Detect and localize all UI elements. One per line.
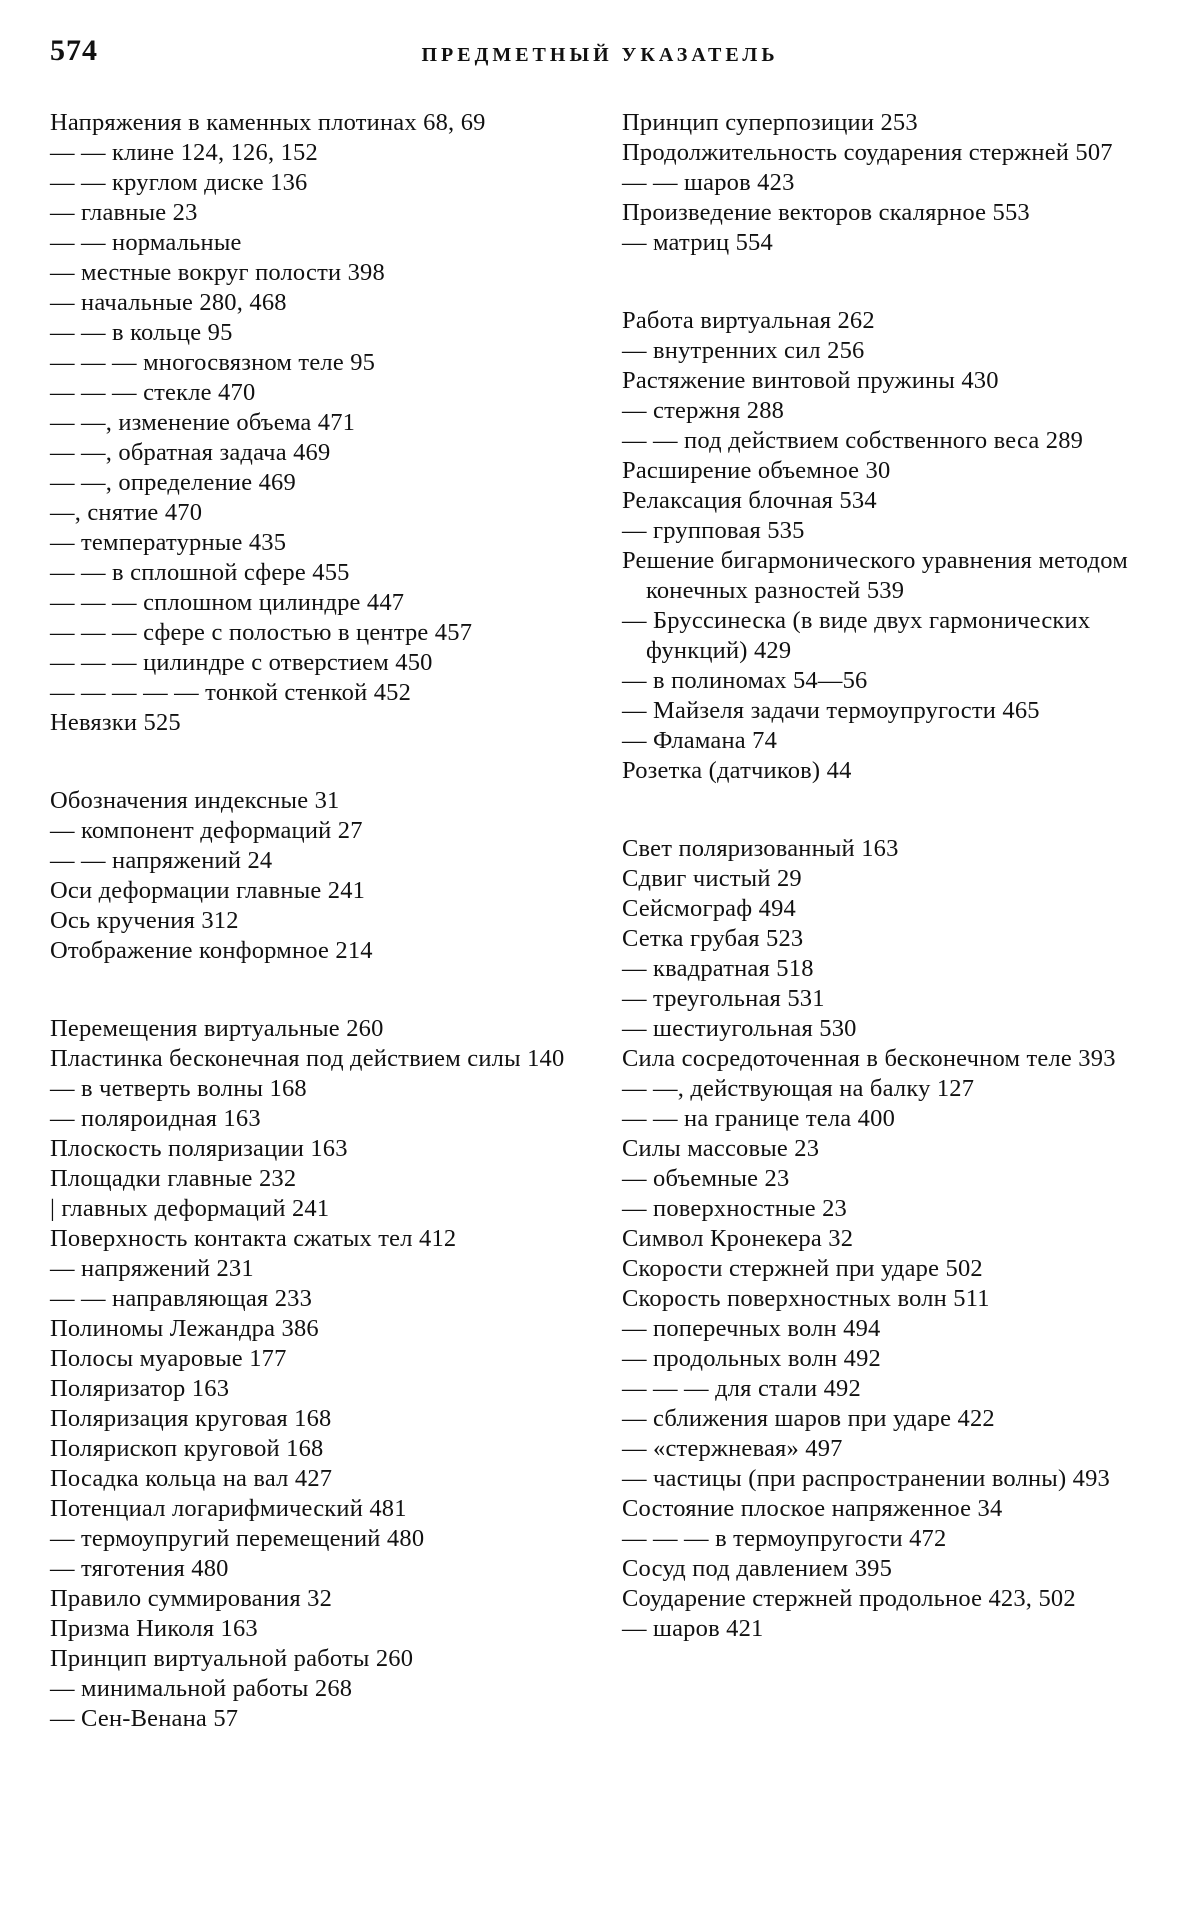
index-entry: Потенциал логарифмический 481 [50,1495,407,1522]
index-entry: Расширение объемное 30 [622,457,891,484]
index-entry: — — — в термоупругости 472 [622,1525,947,1552]
index-entry: Решение бигармонического уравнения методом конечных разностей 539 [622,547,1128,604]
index-entry: Напряжения в каменных плотинах 68, 69 [50,109,486,136]
index-entry: Ось кручения 312 [50,907,239,934]
index-entry: | главных деформаций 241 [50,1195,330,1222]
index-entry: Правило суммирования 32 [50,1585,333,1612]
index-entry: — напряжений 231 [50,1255,254,1282]
index-entry: Состояние плоское напряженное 34 [622,1495,1003,1522]
index-column-left [50,108,590,1734]
index-entry: — поляроидная 163 [50,1105,261,1132]
index-entry: Полярископ круговой 168 [50,1435,324,1462]
index-entry: Плоскость поляризации 163 [50,1135,348,1162]
index-entry: — «стержневая» 497 [622,1435,843,1462]
index-entry: Скорости стержней при ударе 502 [622,1255,983,1282]
index-entry: Сетка грубая 523 [622,925,804,952]
index-entry: Сейсмограф 494 [622,895,796,922]
index-entry: Продолжительность соударения стержней 507 [622,139,1113,166]
index-entry: — внутренних сил 256 [622,337,865,364]
index-entry: — —, изменение объема 471 [50,409,356,436]
letter-group-gap [50,738,590,786]
index-entry: Розетка (датчиков) 44 [622,757,852,784]
index-entry: — сближения шаров при ударе 422 [622,1405,995,1432]
index-entry: Растяжение винтовой пружины 430 [622,367,999,394]
index-entry: Посадка кольца на вал 427 [50,1465,333,1492]
index-entry: — температурные 435 [50,529,287,556]
index-entry: Сила сосредоточенная в бесконечном теле 393 [622,1045,1116,1072]
index-entry: — — — стекле 470 [50,379,256,406]
index-entry: Сдвиг чистый 29 [622,865,802,892]
index-entry: Полиномы Лежандра 386 [50,1315,319,1342]
index-entry: — Бруссинеска (в виде двух гармонических функций) 429 [622,607,1091,664]
letter-group-gap [622,258,1162,306]
index-entry: —, снятие 470 [50,499,203,526]
letter-group-gap [50,966,590,1014]
index-entry: — Майзеля задачи термоупругости 465 [622,697,1040,724]
index-entry: — Фламана 74 [622,727,778,754]
index-entry: — шестиугольная 530 [622,1015,857,1042]
index-entry: Силы массовые 23 [622,1135,820,1162]
index-entry: — — — для стали 492 [622,1375,861,1402]
index-entry: — минимальной работы 268 [50,1675,353,1702]
index-entry: Отображение конформное 214 [50,937,373,964]
index-entry: — компонент деформаций 27 [50,817,363,844]
index-entry: Поверхность контакта сжатых тел 412 [50,1225,457,1252]
index-entry: Свет поляризованный 163 [622,835,899,862]
index-entry: — — клине 124, 126, 152 [50,139,318,166]
index-entry: — в полиномах 54—56 [622,667,868,694]
index-entry: — — под действием собственного веса 289 [622,427,1084,454]
index-entry: Полосы муаровые 177 [50,1345,287,1372]
index-entry: — — шаров 423 [622,169,795,196]
index-entry: — —, определение 469 [50,469,296,496]
index-entry: — —, действующая на балку 127 [622,1075,975,1102]
index-entry: — термоупругий перемещений 480 [50,1525,425,1552]
index-entry: Обозначения индексные 31 [50,787,340,814]
page-number: 574 [50,34,98,67]
index-entry: — стержня 288 [622,397,785,424]
index-entry: — начальные 280, 468 [50,289,287,316]
index-entry: — объемные 23 [622,1165,790,1192]
index-entry: — — в кольце 95 [50,319,233,346]
index-entry: — групповая 535 [622,517,805,544]
index-entry: — шаров 421 [622,1615,764,1642]
index-entry: Площадки главные 232 [50,1165,297,1192]
index-entry: Сосуд под давлением 395 [622,1555,893,1582]
index-entry: Призма Николя 163 [50,1615,258,1642]
index-entry: — Сен-Венана 57 [50,1705,239,1732]
index-entry: Скорость поверхностных волн 511 [622,1285,990,1312]
index-entry: Символ Кронекера 32 [622,1225,854,1252]
index-entry: — местные вокруг полости 398 [50,259,385,286]
index-entry: — — — многосвязном теле 95 [50,349,376,376]
index-entry: — треугольная 531 [622,985,825,1012]
index-entry: Поляризатор 163 [50,1375,230,1402]
index-entry: Поляризация круговая 168 [50,1405,332,1432]
index-entry: — — — сфере с полостью в центре 457 [50,619,473,646]
index-entry: Принцип суперпозиции 253 [622,109,918,136]
index-entry: — частицы (при распространении волны) 493 [622,1465,1110,1492]
index-entry: Работа виртуальная 262 [622,307,875,334]
letter-group-gap [622,786,1162,834]
index-entry: — — напряжений 24 [50,847,273,874]
index-entry: — матриц 554 [622,229,773,256]
index-entry: — квадратная 518 [622,955,814,982]
index-column-right [622,108,1162,1644]
index-entry: Произведение векторов скалярное 553 [622,199,1030,226]
index-entry: — продольных волн 492 [622,1345,882,1372]
index-entry: Пластинка бесконечная под действием силы 140 [50,1045,565,1072]
index-entry: — — круглом диске 136 [50,169,308,196]
index-entry: — поперечных волн 494 [622,1315,881,1342]
index-entry: Релаксация блочная 534 [622,487,877,514]
index-entry: — в четверть волны 168 [50,1075,307,1102]
index-entry: Принцип виртуальной работы 260 [50,1645,414,1672]
index-entry: — — — цилиндре с отверстием 450 [50,649,433,676]
index-entry: — — в сплошной сфере 455 [50,559,350,586]
index-entry: Перемещения виртуальные 260 [50,1015,384,1042]
page-heading: ПРЕДМЕТНЫЙ УКАЗАТЕЛЬ [421,44,779,66]
index-entry: Соударение стержней продольное 423, 502 [622,1585,1076,1612]
index-entry: — — нормальные [50,229,242,256]
index-entry: Оси деформации главные 241 [50,877,366,904]
index-entry: Невязки 525 [50,709,181,736]
index-entry: — — — — — тонкой стенкой 452 [50,679,412,706]
index-entry: — —, обратная задача 469 [50,439,331,466]
index-entry: — — на границе тела 400 [622,1105,896,1132]
index-entry: — тяготения 480 [50,1555,229,1582]
index-entry: — главные 23 [50,199,198,226]
index-entry: — поверхностные 23 [622,1195,848,1222]
index-entry: — — — сплошном цилиндре 447 [50,589,405,616]
index-entry: — — направляющая 233 [50,1285,313,1312]
